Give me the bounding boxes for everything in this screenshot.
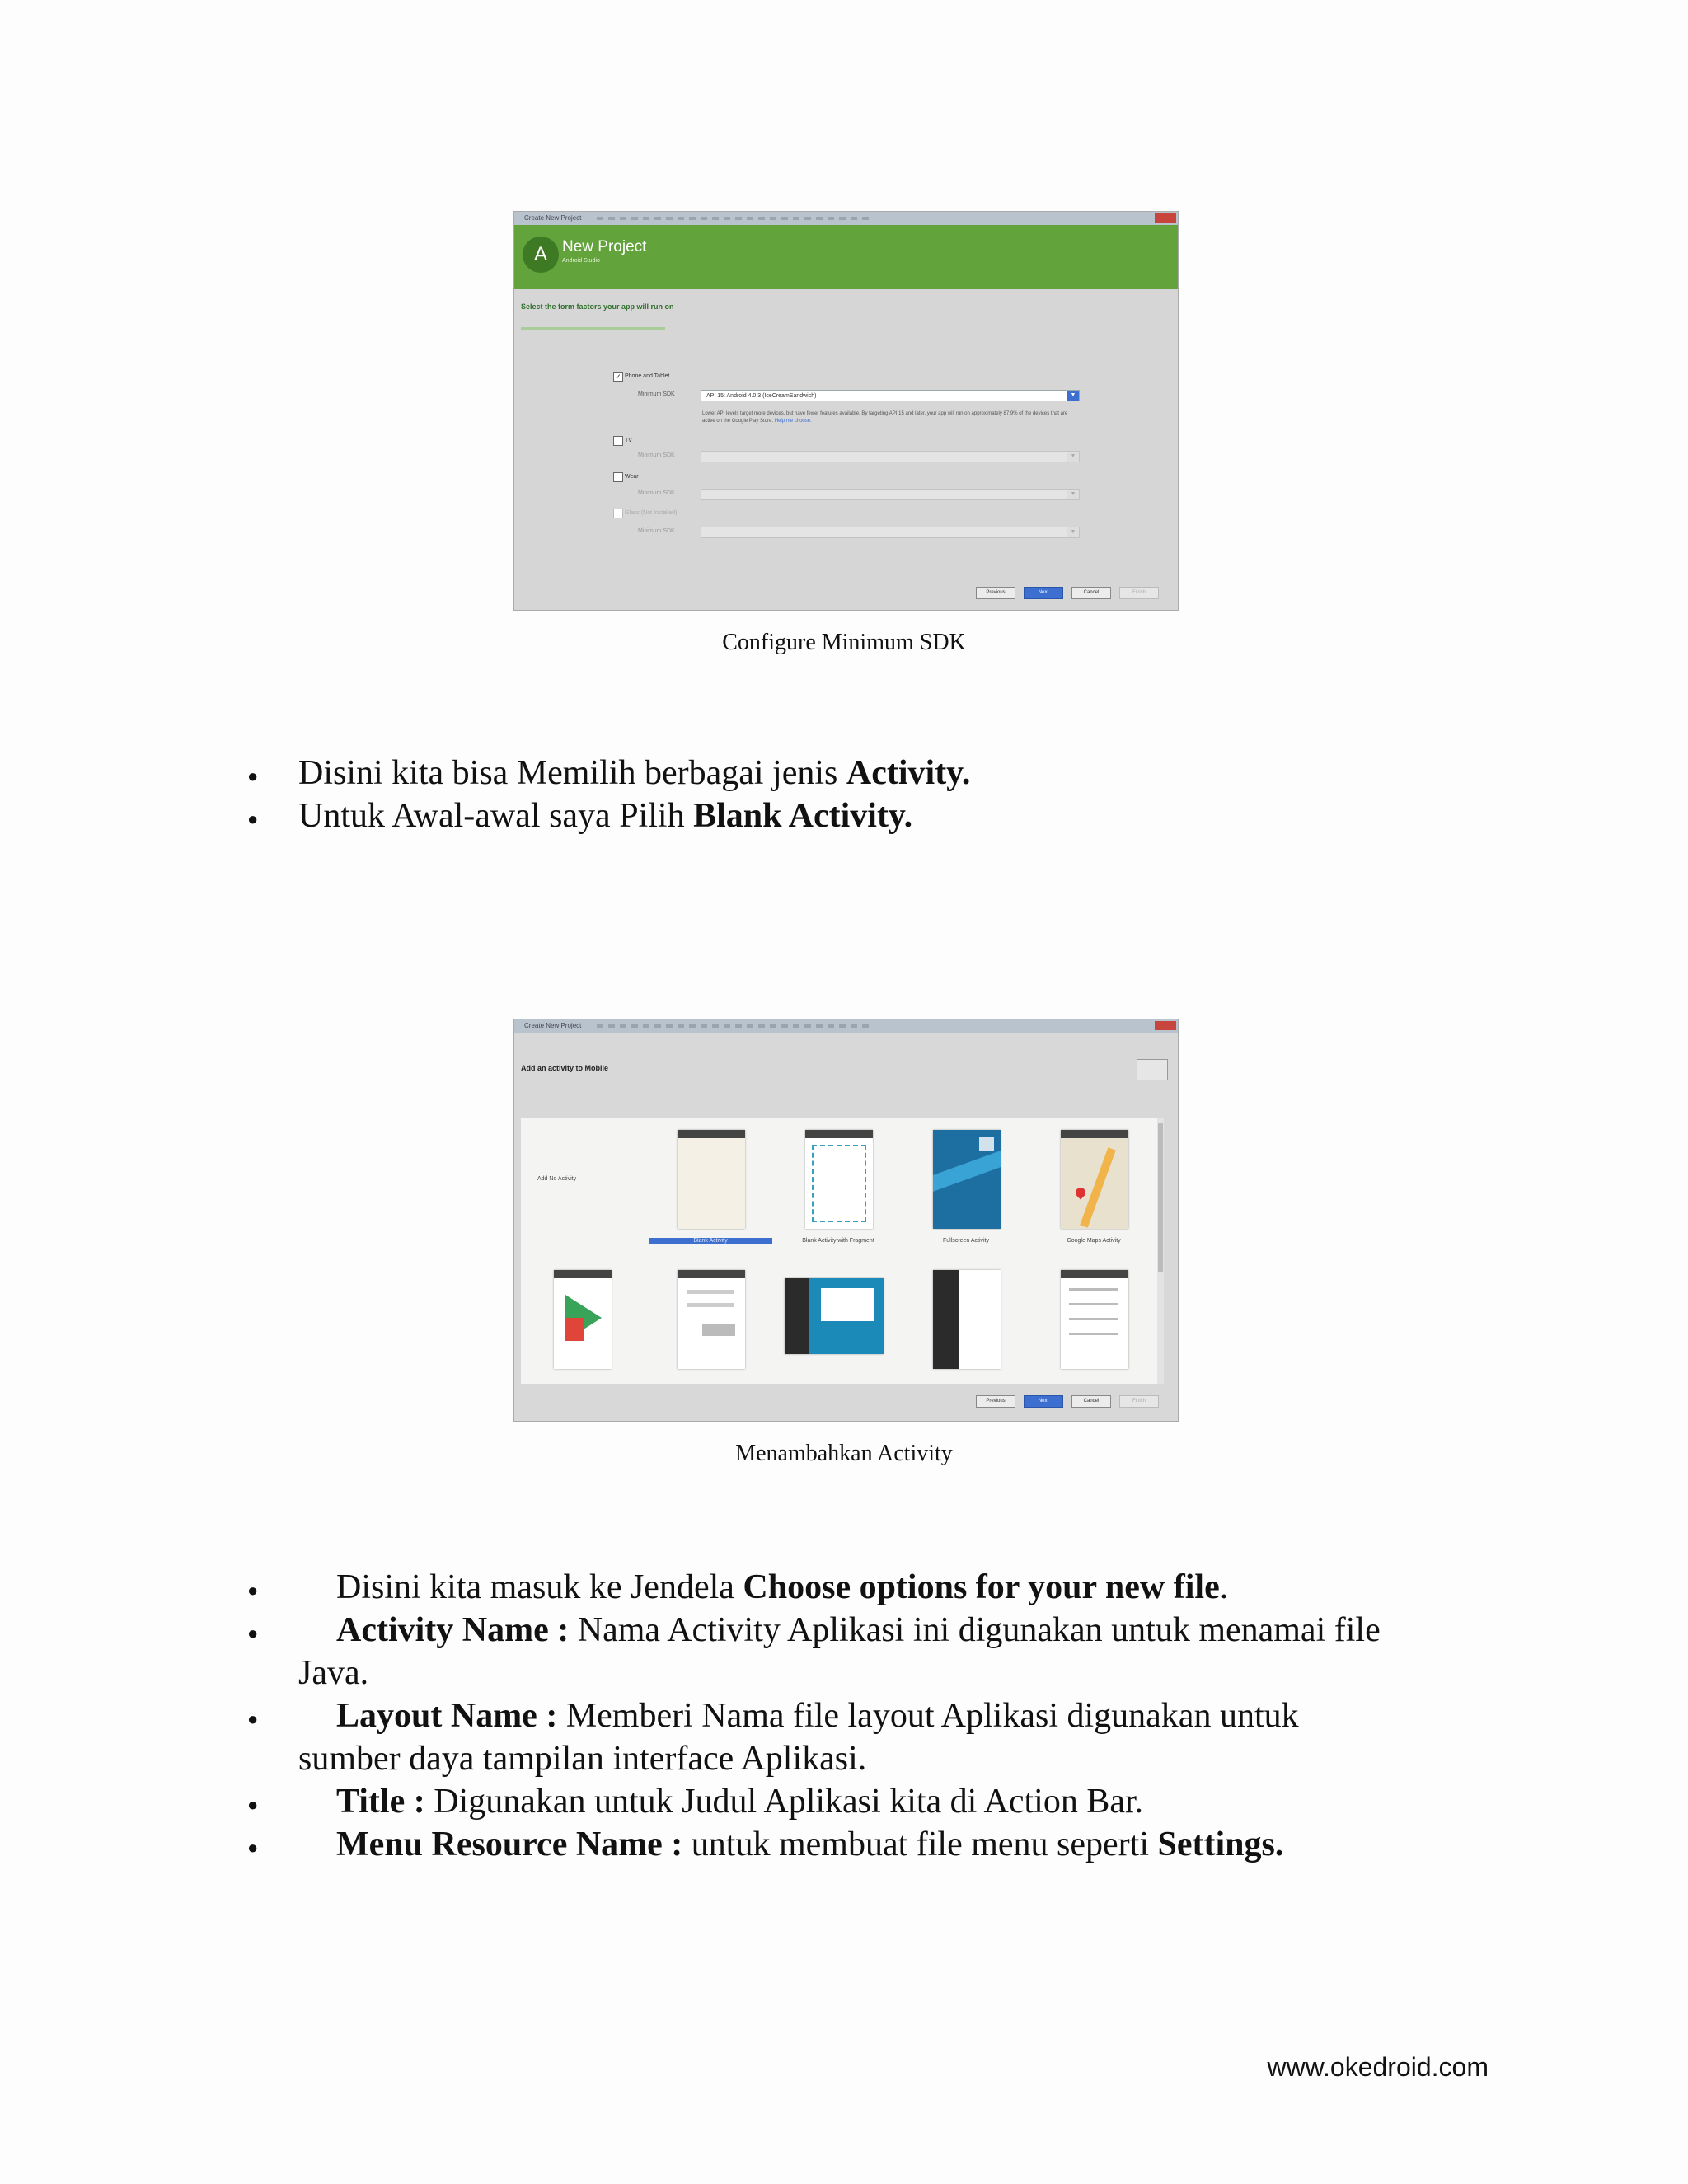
caption-configure-sdk: Configure Minimum SDK [722, 630, 966, 655]
close-icon[interactable] [1155, 213, 1176, 223]
chevron-down-icon: ▼ [1067, 452, 1079, 462]
bullet-icon: ● [247, 1794, 259, 1815]
phone-tablet-label: Phone and Tablet [625, 373, 670, 379]
tv-label: TV [625, 438, 632, 443]
form-factor-subheading [521, 327, 665, 330]
wear-minimum-sdk-label: Minimum SDK [638, 490, 675, 496]
tile-no-activity[interactable] [521, 1118, 645, 1250]
list-item-continuation: Java. [298, 1654, 369, 1692]
phone-preview-icon [554, 1270, 612, 1369]
list-item: ● Untuk Awal-awal saya Pilih Blank Activity. [298, 794, 912, 837]
next-button[interactable]: Next [1024, 587, 1063, 599]
phone-preview-icon [678, 1130, 745, 1229]
tile-caption: Blank Activity [649, 1238, 772, 1244]
bullet-icon: ● [247, 1580, 259, 1601]
tv-minimum-sdk-label: Minimum SDK [638, 452, 675, 458]
phone-preview-icon [933, 1130, 1001, 1229]
tile-play-services[interactable] [521, 1258, 645, 1390]
minimum-sdk-label: Minimum SDK [638, 391, 675, 397]
minimum-sdk-dropdown[interactable] [701, 390, 1080, 401]
window-titlebar [514, 212, 1178, 225]
help-me-choose-link[interactable]: Help me choose. [774, 419, 812, 424]
tile-settings[interactable] [1032, 1258, 1156, 1390]
add-activity-heading: Add an activity to Mobile [521, 1064, 609, 1072]
tv-checkbox[interactable] [613, 436, 623, 446]
activity-gallery [521, 1118, 1164, 1384]
tile-fullscreen[interactable] [904, 1118, 1028, 1250]
tile-login[interactable] [649, 1258, 772, 1390]
phone-preview-icon [785, 1278, 884, 1354]
cancel-button[interactable]: Cancel [1071, 1395, 1111, 1408]
list-item: ● Layout Name : Memberi Nama file layout Aplikasi digunakan untuk [336, 1694, 1299, 1737]
phone-preview-icon [1061, 1130, 1128, 1229]
banner-title: New Project [562, 238, 647, 255]
tile-google-maps[interactable] [1032, 1118, 1156, 1250]
bullet-icon: ● [247, 808, 259, 829]
phone-preview-icon [805, 1130, 873, 1229]
android-studio-logo-icon: A [523, 237, 559, 273]
glass-checkbox[interactable] [613, 509, 623, 518]
phone-preview-icon [678, 1270, 745, 1369]
finish-button[interactable]: Finish [1119, 587, 1159, 599]
add-activity-screenshot [513, 1019, 1179, 1422]
wear-label: Wear [625, 474, 639, 480]
tile-caption: Fullscreen Activity [942, 1238, 990, 1244]
list-item: ● Disini kita bisa Memilih berbagai jenis Activity. [298, 752, 970, 794]
tile-caption: Blank Activity with Fragment [802, 1238, 874, 1244]
glass-sdk-dropdown[interactable] [701, 527, 1080, 538]
previous-button[interactable]: Previous [976, 1395, 1015, 1408]
chevron-down-icon: ▼ [1067, 490, 1079, 499]
list-item: ● Activity Name : Nama Activity Aplikasi ini digunakan untuk menamai file [336, 1609, 1381, 1652]
bullet-icon: ● [247, 766, 259, 786]
bullet-icon: ● [247, 1623, 259, 1643]
new-project-screenshot [513, 211, 1179, 611]
bullet-icon: ● [247, 1837, 259, 1858]
sdk-note: Lower API levels target more devices, but have fewer features available. By targeting API 15 and later, your app will run on approximately 87.9% of the devices that are active on the Google Play Store. Help me choose. [702, 411, 1068, 424]
tile-navigation-drawer[interactable] [904, 1258, 1028, 1390]
window-title: Create New Project [524, 214, 582, 222]
list-item: ● Title : Digunakan untuk Judul Aplikasi kita di Action Bar. [336, 1780, 1143, 1823]
tile-blank-activity[interactable] [649, 1118, 772, 1250]
wear-checkbox[interactable] [613, 472, 623, 482]
glass-minimum-sdk-label: Minimum SDK [638, 528, 675, 534]
list-item-continuation: sumber daya tampilan interface Aplikasi. [298, 1740, 867, 1778]
caption-add-activity: Menambahkan Activity [735, 1441, 953, 1466]
banner-subtitle: Android Studio [562, 258, 600, 264]
new-project-banner [514, 225, 1178, 289]
window-titlebar [514, 1019, 1178, 1033]
toolbar-icons [597, 1024, 869, 1028]
previous-button[interactable]: Previous [976, 587, 1015, 599]
glass-label: Glass (Not Installed) [625, 510, 678, 516]
window-title: Create New Project [524, 1022, 582, 1029]
tile-caption: Google Maps Activity [1067, 1238, 1121, 1244]
phone-preview-icon [933, 1270, 1001, 1369]
activity-bullet-list [0, 752, 1688, 842]
toolbar-icons [597, 217, 869, 220]
tile-master-detail[interactable] [776, 1258, 900, 1390]
gallery-scrollbar[interactable] [1157, 1118, 1164, 1384]
list-item: ● Menu Resource Name : untuk membuat file menu seperti Settings. [336, 1823, 1283, 1866]
footer-website: www.okedroid.com [1267, 2052, 1489, 2082]
sdk-value: API 15: Android 4.0.3 (IceCreamSandwich) [706, 393, 817, 399]
options-bullet-list [0, 1566, 1688, 1879]
cancel-button[interactable]: Cancel [1071, 587, 1111, 599]
wear-sdk-dropdown[interactable] [701, 489, 1080, 500]
phone-preview-icon [1061, 1270, 1128, 1369]
bullet-icon: ● [247, 1708, 259, 1729]
form-factor-heading: Select the form factors your app will run on [521, 302, 674, 311]
chevron-down-icon: ▼ [1067, 391, 1079, 401]
tile-blank-fragment[interactable] [776, 1118, 900, 1250]
finish-button[interactable]: Finish [1119, 1395, 1159, 1408]
next-button[interactable]: Next [1024, 1395, 1063, 1408]
no-activity-label: Add No Activity [537, 1176, 577, 1182]
phone-tablet-checkbox[interactable]: ✓ [613, 372, 623, 382]
tv-sdk-dropdown[interactable] [701, 451, 1080, 462]
close-icon[interactable] [1155, 1021, 1176, 1030]
chevron-down-icon: ▼ [1067, 527, 1079, 537]
list-item: ● Disini kita masuk ke Jendela Choose options for your new file. [336, 1566, 1228, 1609]
maximize-icon[interactable] [1137, 1059, 1168, 1080]
